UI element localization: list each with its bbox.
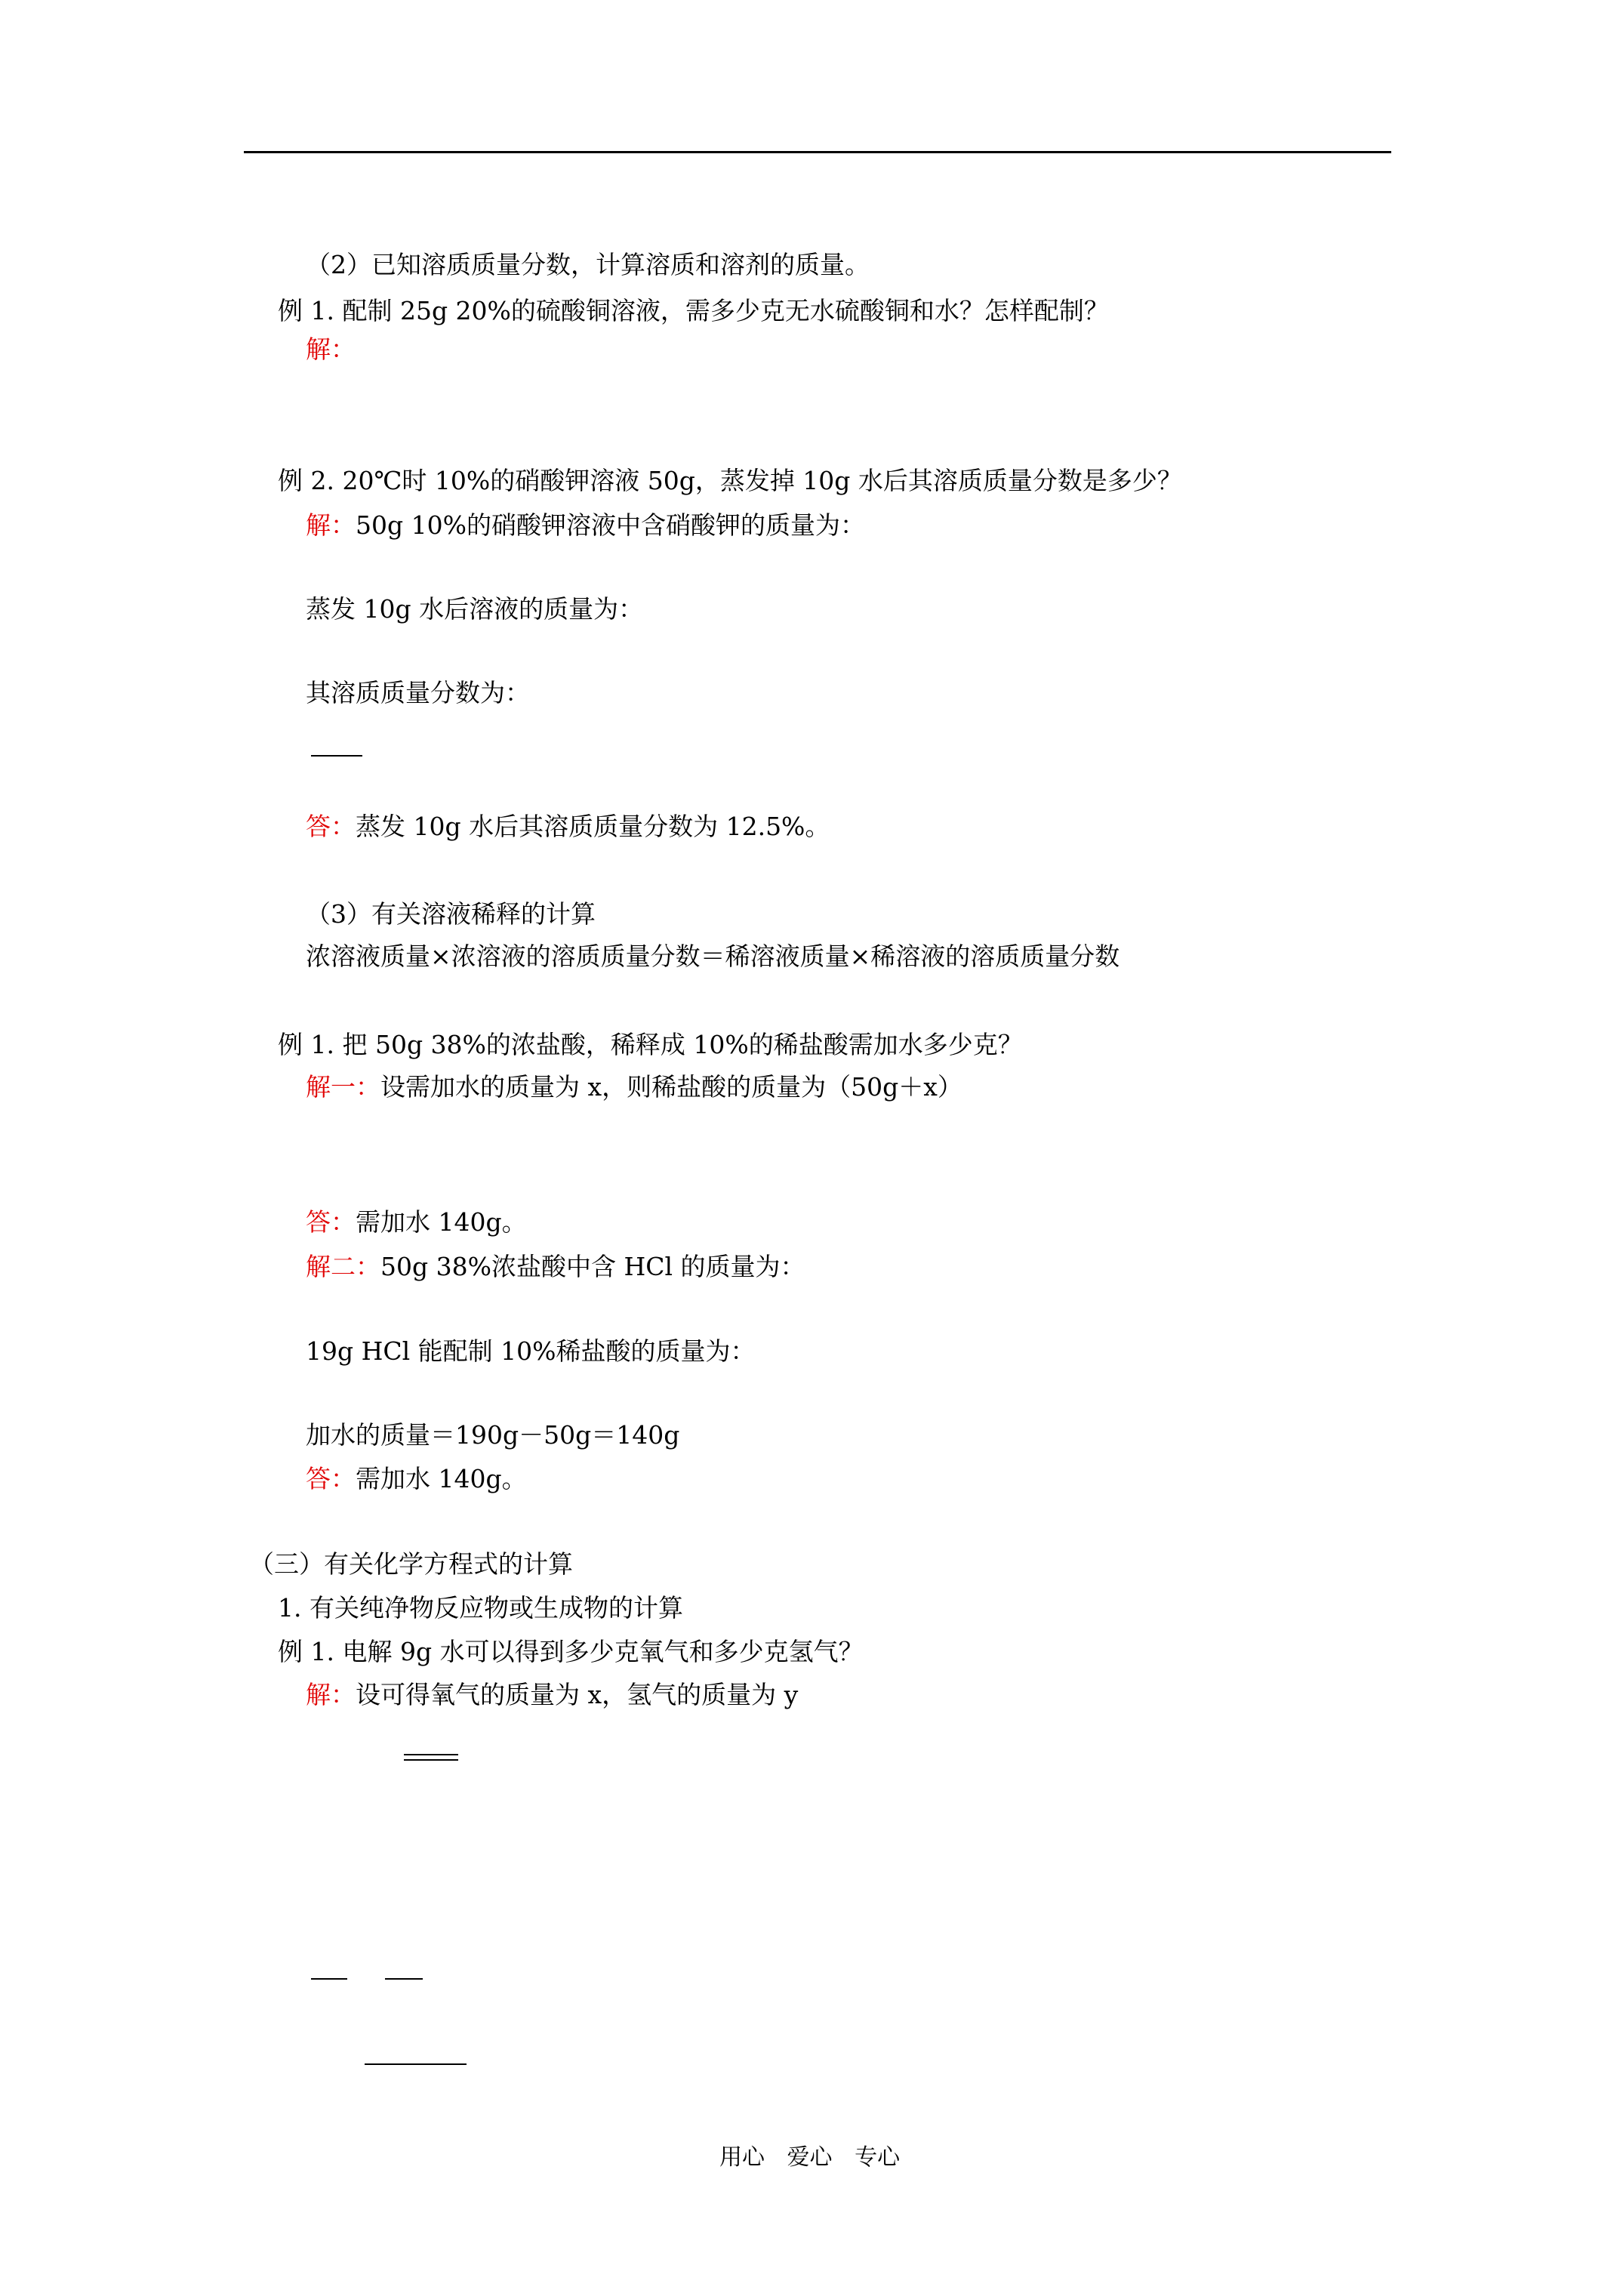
dilution-formula: 浓溶液质量×浓溶液的溶质质量分数＝稀溶液质量×稀溶液的溶质质量分数	[306, 942, 1120, 971]
solution-text: 设可得氧气的质量为 x，氢气的质量为 y	[356, 1680, 799, 1709]
method-2-label: 解二：	[306, 1252, 380, 1281]
method-1-label: 解一：	[306, 1072, 380, 1102]
example-2-step-2: 蒸发 10g 水后溶液的质量为：	[306, 594, 644, 624]
answer-text: 蒸发 10g 水后其溶质质量分数为 12.5%。	[356, 812, 830, 841]
section-3-heading: （3）有关溶液稀释的计算	[306, 899, 596, 929]
example-4-question: 例 1. 电解 9g 水可以得到多少克氧气和多少克氢气？	[278, 1637, 864, 1666]
part-3-subheading: 1. 有关纯净物反应物或生成物的计算	[278, 1593, 683, 1623]
part-3-heading: （三）有关化学方程式的计算	[249, 1549, 573, 1579]
method-1-line	[306, 1071, 962, 1104]
equation-equals-sign	[404, 1754, 458, 1761]
fraction-bar	[365, 2063, 467, 2065]
method-2-text: 50g 38%浓盐酸中含 HCl 的质量为：	[380, 1252, 805, 1281]
answer-1	[306, 1206, 527, 1239]
example-2-solution-line	[306, 509, 865, 542]
answer-label: 答：	[306, 1207, 356, 1237]
method-2-step-c: 加水的质量＝190g－50g＝140g	[306, 1420, 680, 1450]
method-2-step-b: 19g HCl 能配制 10%稀盐酸的质量为：	[306, 1336, 756, 1366]
answer-2	[306, 1462, 527, 1496]
solution-text: 50g 10%的硝酸钾溶液中含硝酸钾的质量为：	[356, 510, 865, 540]
method-2-line	[306, 1250, 805, 1284]
fraction-bar	[311, 1978, 347, 1980]
answer-label: 答：	[306, 1464, 356, 1493]
example-2-question: 例 2. 20℃时 10%的硝酸钾溶液 50g，蒸发掉 10g 水后其溶质质量分数是多少？	[278, 466, 1182, 495]
fraction-bar	[385, 1978, 423, 1980]
example-2-answer	[306, 810, 830, 843]
solve-label: 解：	[306, 1680, 356, 1709]
method-1-text: 设需加水的质量为 x，则稀盐酸的质量为（50g＋x）	[380, 1072, 962, 1102]
solve-label: 解：	[306, 510, 356, 540]
header-rule	[244, 151, 1391, 153]
section-2-heading: （2）已知溶质质量分数，计算溶质和溶剂的质量。	[306, 250, 870, 279]
fraction-bar	[311, 755, 362, 757]
example-4-solution-line	[306, 1678, 798, 1712]
answer-text: 需加水 140g。	[356, 1207, 527, 1237]
answer-text: 需加水 140g。	[356, 1464, 527, 1493]
answer-label: 答：	[306, 812, 356, 841]
page-footer: 用心 爱心 专心	[719, 2144, 901, 2171]
example-2-step-3: 其溶质质量分数为：	[306, 678, 530, 707]
example-3-question: 例 1. 把 50g 38%的浓盐酸，稀释成 10%的稀盐酸需加水多少克？	[278, 1030, 1023, 1059]
example-1-question: 例 1. 配制 25g 20%的硫酸铜溶液，需多少克无水硫酸铜和水？怎样配制？	[278, 296, 1109, 325]
solve-label: 解：	[306, 334, 356, 364]
